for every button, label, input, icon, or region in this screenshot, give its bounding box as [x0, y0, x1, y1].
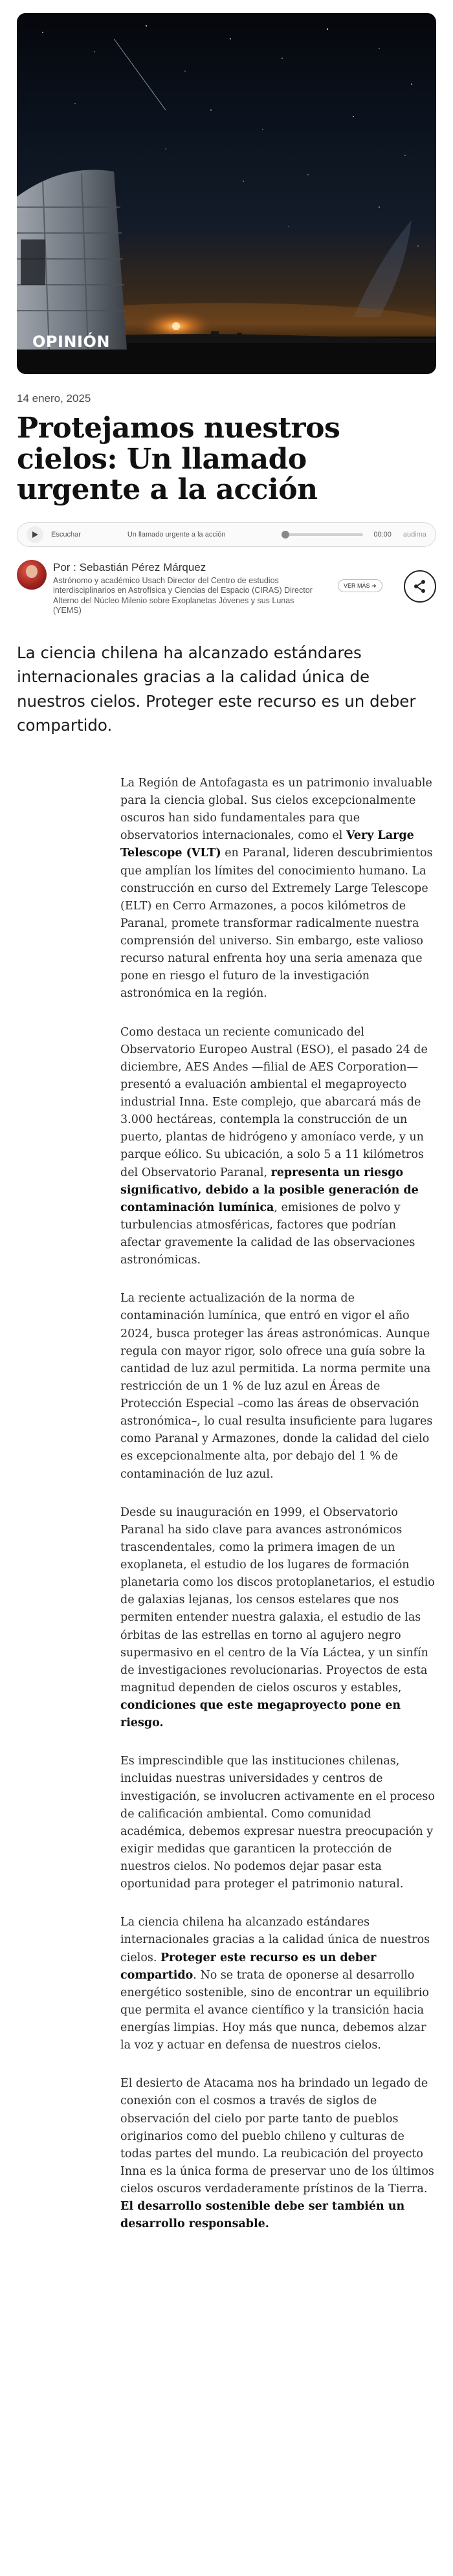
audio-player [17, 522, 436, 547]
opinion-badge: OPINIÓN [32, 333, 110, 351]
body-paragraph-2: Como destaca un reciente comunicado del Observatorio Europeo Austral (ESO), el pasado 24 de diciembre, AES Andes —filial de AES Corporation— presentó a evaluación ambiental el megaproyecto industrial Inna. Este complejo, que abarcará más de 3.000 hectáreas, contempla la construcción de un puerto, plantas de hidrógeno y amoníaco verde, y un parque eólico. Su ubicación, a solo 5 a 11 kilómetros del Observatorio Paranal, representa un riesgo significativo, debido a la posible generación de contaminación lumínica, emisiones de polvo y turbulencias atmosféricas, factores que podrían afectar gravemente la calidad de las observaciones astronómicas. [120, 1025, 428, 1267]
player-progress-bar[interactable] [282, 533, 363, 536]
see-more-button[interactable]: VER MÁS ➜ [338, 579, 382, 592]
player-brand-logo[interactable]: audima [403, 530, 426, 539]
bold-highlight: representa un riesgo significativo, debido a la posible generación de contaminación lumínica [120, 1166, 419, 1214]
bold-highlight: Very Large Telescope (VLT) [120, 829, 414, 860]
hero-image [17, 13, 436, 374]
bold-highlight: condiciones que este megaproyecto pone en riesgo. [120, 1699, 401, 1730]
bold-highlight: El desarrollo sostenible debe ser también un desarrollo responsable. [120, 2200, 405, 2231]
author-name: Por : Sebastián Pérez Márquez [53, 561, 206, 573]
body-paragraph-6: La ciencia chilena ha alcanzado estándares internacionales gracias a la calidad única de nuestros cielos. Proteger este recurso es un deber compartido. No se trata de oponerse al desarrollo energético sostenible, sino de encontrar un equilibrio que permita el avance científico y la transición hacia energías limpias. Hoy más que nunca, debemos alzar la voz y actuar en defensa de nuestros cielos. [120, 1916, 430, 2052]
article-lead: La ciencia chilena ha alcanzado estándares internacionales gracias a la calidad única de nuestros cielos. Proteger este recurso es un deber compartido. [17, 643, 416, 735]
player-listen-label: Escuchar [51, 530, 81, 539]
bold-highlight: Proteger este recurso es un deber compartido [120, 1951, 377, 1982]
player-track-title: Un llamado urgente a la acción [127, 530, 226, 539]
body-paragraph-1: La Región de Antofagasta es un patrimonio invaluable para la ciencia global. Sus cielos excepcionalmente oscuros han sido fundamentales para que observatorios internacionales, como el Very Large Telescope (VLT) en Paranal, lideren descubrimientos que amplían los límites del conocimiento humano. La construcción en curso del Extremely Large Telescope (ELT) en Cerro Armazones, a pocos kilómetros de Paranal, promete transformar radicalmente nuestra comprensión del universo. Sin embargo, este valioso recurso natural enfrenta hoy una seria amenaza que pone en riesgo el futuro de la investigación astronómica en la región. [120, 776, 433, 1001]
player-progress-thumb[interactable] [282, 531, 289, 539]
author-text [53, 560, 318, 617]
share-icon [412, 579, 428, 594]
author-avatar [17, 560, 47, 590]
player-time: 00:00 [373, 530, 392, 539]
play-icon [31, 531, 39, 539]
hero-container [0, 0, 453, 374]
article-body [120, 775, 437, 2234]
body-paragraph-4: Desde su inauguración en 1999, el Observatorio Paranal ha sido clave para avances astronómicos trascendentales, como la primera imagen de un exoplaneta, el estudio de los lugares de formación planetaria como los discos protoplanetarios, el estudio de galaxias lejanas, los censos estelares que nos permiten entender nuestra galaxia, el estudio de las órbitas de las estrellas en torno al agujero negro supermasivo en el centro de la Vía Láctea, y un sinfín de investigaciones revolucionarias. Proyectos de esta magnitud dependen de cielos oscuros y estables, condiciones que este megaproyecto pone en riesgo. [120, 1505, 435, 1730]
article-title: Protejamos nuestros cielos: Un llamado urgente a la acción [17, 412, 340, 507]
author-bio: Astrónomo y académico Usach Director del Centro de estudios interdisciplinarios en Astrofísica y Ciencias del Espacio (CIRAS) Director Alterno del Núcleo Milenio sobre Exoplanetas Jóvenes y sus Lunas (YEMS) [53, 575, 313, 616]
author-block [17, 560, 436, 617]
hero-photo-observatory [17, 13, 436, 374]
play-button[interactable] [27, 526, 43, 543]
publish-date: 14 enero, 2025 [17, 392, 91, 405]
body-paragraph-3: La reciente actualización de la norma de contaminación lumínica, que entró en vigor el año 2024, busca proteger las áreas astronómicas. Aunque regula con mayor rigor, solo ofrece una guía sobre la cantidad de luz azul permitida. La norma permite una restricción de un 1 % de luz azul en Áreas de Protección Especial –como las áreas de observación astronómica–, lo cual resulta insuficiente para lugares como Paranal y Armazones, donde la calidad del cielo es excepcionalmente alta, por debajo del 1 % de contaminación de luz azul. [120, 1292, 433, 1481]
body-paragraph-5: Es imprescindible que las instituciones chilenas, incluidas nuestras universidades y centros de investigación, se involucren activamente en el proceso de calificación ambiental. Como comunidad académica, debemos expresar nuestra preocupación y exigir medidas que garanticen la protección de nuestros cielos. No podemos dejar pasar esta oportunidad para proteger el patrimonio natural. [120, 1755, 435, 1891]
share-button[interactable] [404, 570, 436, 603]
body-paragraph-7: El desierto de Atacama nos ha brindado un legado de conexión con el cosmos a través de siglos de observación del cielo por parte tanto de pueblos originarios como del pueblo chileno y culturas de todas partes del mundo. La reubicación del proyecto Inna es la única forma de preservar uno de los últimos cielos oscuros verdaderamente prístinos de la Tierra. El desarrollo sostenible debe ser también un desarrollo responsable. [120, 2077, 434, 2231]
